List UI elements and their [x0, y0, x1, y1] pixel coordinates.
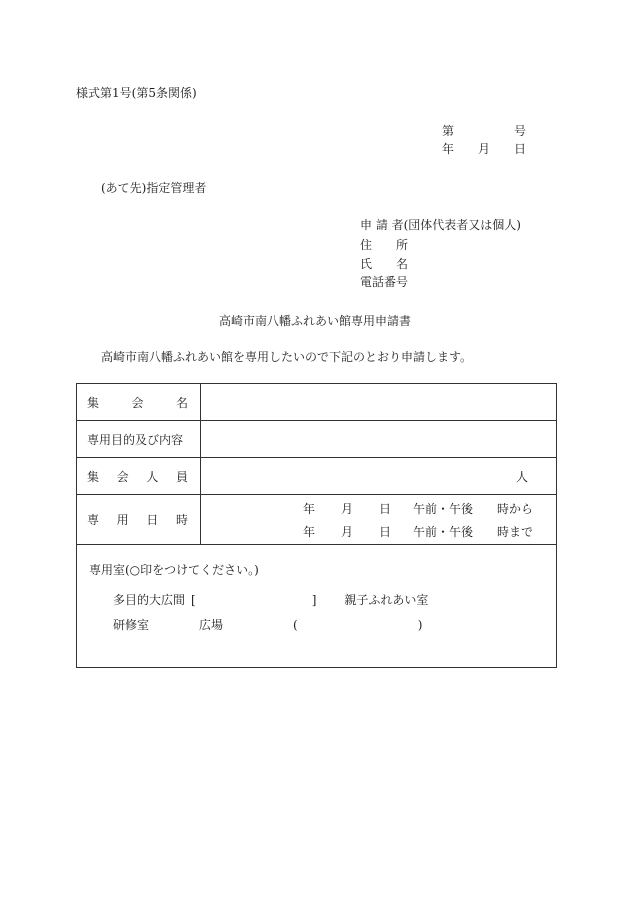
room-line-2: [113, 616, 422, 633]
label-char: 員: [175, 469, 188, 484]
address-char-1: 住: [360, 238, 373, 252]
label-char: 日: [146, 513, 159, 527]
row-attendance: [77, 458, 557, 495]
label-char: 集: [87, 395, 100, 410]
gathering-name-label: [77, 384, 201, 421]
to-suffix: 時まで: [497, 524, 534, 539]
purpose-label: 専用目的及び内容: [77, 421, 201, 458]
label-char: 用: [116, 513, 129, 527]
datetime-field[interactable]: [201, 495, 557, 545]
room-selection[interactable]: [77, 545, 557, 668]
bracket-close: ]: [311, 593, 317, 607]
bracket-open: [: [191, 593, 196, 607]
applicant-address: [360, 236, 408, 253]
room-line-1: [113, 591, 428, 608]
room-family[interactable]: 親子ふれあい室: [344, 593, 429, 607]
application-table: [76, 383, 557, 668]
from-suffix: 時から: [497, 501, 534, 516]
number-prefix: 第: [442, 124, 455, 138]
row-datetime: [77, 495, 557, 545]
addressee: (あて先)指定管理者: [101, 181, 207, 195]
day-label: 日: [514, 142, 527, 156]
label-char: 集: [87, 469, 100, 484]
to-month: 月: [341, 524, 354, 539]
row-gathering-name: [77, 384, 557, 421]
label-char: 時: [175, 513, 188, 527]
datetime-to: [303, 523, 556, 540]
label-char: 専: [87, 513, 100, 527]
from-day: 日: [379, 501, 392, 516]
label-char: 会: [131, 395, 144, 410]
address-char-2: 所: [396, 238, 409, 252]
number-line: [442, 122, 526, 139]
year-label: 年: [442, 142, 455, 156]
row-purpose: [77, 421, 557, 458]
datetime-from: [303, 500, 556, 517]
label-char: 名: [175, 395, 188, 410]
applicant-header: 申 請 者(団体代表者又は個人): [360, 218, 521, 232]
body-text: 高崎市南八幡ふれあい館を専用したいので下記のとおり申請します。: [101, 350, 473, 364]
from-year: 年: [303, 501, 316, 516]
name-char-1: 氏: [360, 257, 373, 271]
date-line: [442, 140, 526, 157]
row-room: [77, 545, 557, 668]
label-char: 会: [116, 469, 129, 484]
paren-close: ): [417, 618, 423, 632]
room-hall[interactable]: 多目的大広間: [113, 593, 186, 607]
applicant-phone: 電話番号: [360, 275, 409, 289]
to-ampm: 午前・午後: [413, 524, 474, 539]
room-training[interactable]: 研修室: [113, 618, 150, 632]
datetime-label: [77, 495, 201, 545]
label-char: 人: [146, 469, 159, 484]
room-instruction: 専用室(○印をつけてください。): [89, 563, 259, 577]
attendance-unit: 人: [515, 469, 528, 484]
applicant-name: [360, 255, 408, 272]
from-ampm: 午前・午後: [413, 501, 474, 516]
purpose-field[interactable]: [201, 421, 557, 458]
attendance-label: [77, 458, 201, 495]
month-label: 月: [478, 142, 491, 156]
name-char-2: 名: [396, 257, 409, 271]
form-id: 様式第1号(第5条関係): [76, 86, 197, 100]
document-title: 高崎市南八幡ふれあい館専用申請書: [219, 314, 412, 328]
room-plaza[interactable]: 広場: [199, 618, 224, 632]
number-suffix: 号: [514, 124, 527, 138]
paren-open: (: [293, 618, 298, 632]
from-month: 月: [341, 501, 354, 516]
gathering-name-field[interactable]: [201, 384, 557, 421]
attendance-field[interactable]: [201, 458, 557, 495]
to-year: 年: [303, 524, 316, 539]
to-day: 日: [379, 524, 392, 539]
